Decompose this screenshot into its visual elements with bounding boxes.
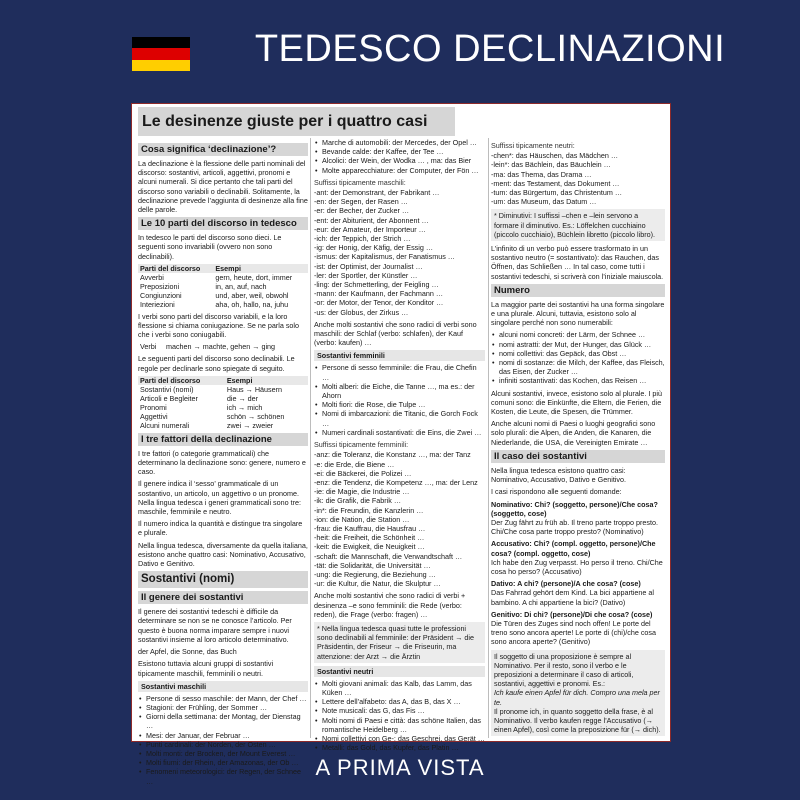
suffix-item: -ment: das Testament, das Dokument … xyxy=(491,178,620,188)
suffix-item: -ei: die Bäckerei, die Polizei … xyxy=(314,468,412,478)
list-item: • infiniti sostantivati: das Kochen, das Reisen … xyxy=(491,376,665,385)
suffix-item: -ur: die Kultur, die Natur, die Skulptur … xyxy=(314,579,441,589)
table-header: Parti del discorso xyxy=(138,264,213,273)
table-cell: Pronomi xyxy=(140,402,167,412)
neuter-suffix-list xyxy=(491,151,665,206)
list-item: • Molti nomi di Paesi e città: das schöne Italien, das romantische Heidelberg … xyxy=(314,716,485,734)
list-item: • Alcolici: der Wein, der Wodka … , ma: das Bier xyxy=(314,156,485,165)
list-item: • Numeri cardinali sostantivati: die Eins, die Zwei … xyxy=(314,428,485,437)
verbs-example-table xyxy=(138,342,308,351)
paragraph: Le seguenti parti del discorso sono declinabili. Le regole per declinarle sono spiegate di seguito. xyxy=(138,354,295,373)
subsection-title: Sostantivi femminili xyxy=(314,350,485,361)
case-example: Ich habe den Zug verpasst. Ho perso il treno. Chi/Che cosa ho perso? (Accusativo) xyxy=(491,557,663,576)
list-item: • Bevande calde: der Kaffee, der Tee … xyxy=(314,147,485,156)
list-item: • Persone di sesso femminile: die Frau, die Chefin … xyxy=(314,363,485,381)
suffix-item: -or: der Motor, der Tenor, der Konditor … xyxy=(314,298,444,308)
list-item: • Fenomeni meteorologici: der Regen, der Schnee … xyxy=(138,767,308,785)
suffix-item: -e: die Erde, die Biene … xyxy=(314,459,395,469)
list-item: • Metalli: das Gold, das Kupfer, das Platin … xyxy=(314,743,485,752)
list-item: • Mesi: der Januar, der Februar … xyxy=(138,731,308,740)
section-title: Sostantivi (nomi) xyxy=(138,571,308,588)
list-item: • Nomi di imbarcazioni: die Titanic, die Gorch Fock … xyxy=(314,409,485,427)
table-row xyxy=(138,421,308,430)
list-item: • Molti fiumi: der Rhein, der Amazonas, der Ob … xyxy=(138,758,308,767)
note-box: * Nella lingua tedesca quasi tutte le professioni sono declinabili al femminile: der Präsident → die Präsidentin, der Friseur → die Friseurin, ma attenzione: der Arzt → die Ärztin xyxy=(314,622,485,663)
paragraph: Esistono tuttavia alcuni gruppi di sostantivi tipicamente maschili, femminili o neutri. xyxy=(138,659,274,678)
table-cell: die → der xyxy=(226,393,259,403)
table-cell: in, an, auf, nach xyxy=(215,281,267,291)
masculine-suffix-list xyxy=(314,188,485,317)
suffix-item: -ler: der Sportler, der Künstler … xyxy=(314,270,418,280)
paragraph: Alcuni sostantivi, invece, esistono solo al plurale. I più comuni sono: die Einkünfte, die Eltern, die Ferien, die Kosten, die Leute, die Spesen, die Trümmer. xyxy=(491,388,662,417)
table-row xyxy=(138,412,308,421)
section-title: Il genere dei sostantivi xyxy=(138,591,308,604)
invariable-parts-table xyxy=(138,264,308,309)
section-title: Le 10 parti del discorso in tedesco xyxy=(138,217,308,230)
table-row xyxy=(138,282,308,291)
list-item: • Molte apparecchiature: der Computer, der Fön … xyxy=(314,166,485,175)
suffix-item: -ie: die Magie, die Industrie … xyxy=(314,487,410,497)
paragraph: I casi rispondono alle seguenti domande: xyxy=(491,487,622,497)
list-item: • nomi astratti: der Mut, der Hunger, das Glück … xyxy=(491,340,665,349)
suffix-item: -frau: die Kauffrau, die Hausfrau … xyxy=(314,523,426,533)
suffix-item: -ent: der Abiturient, der Abonnent … xyxy=(314,215,429,225)
note-text: Il pronome ich, in quanto soggetto della frase, è al Nominativo. Il verbo kaufen regge l’Accusativo (→ einen Apfel), così come la preposizione für (→ dich). xyxy=(494,706,661,735)
case-question: Nominativo: Chi? (soggetto, persone)/Che cosa? (soggetto, cose) xyxy=(491,499,658,518)
suffix-item: -er: der Becher, der Zucker … xyxy=(314,206,410,216)
list-item: • Molti alberi: die Eiche, die Tanne …, ma es.: der Ahorn xyxy=(314,382,485,400)
suffix-item: -tät: die Solidarität, die Universität … xyxy=(314,560,431,570)
table-cell: Preposizioni xyxy=(140,281,180,291)
list-item: • Molti fiori: die Rose, die Tulpe … xyxy=(314,400,485,409)
paragraph: Anche molti sostantivi che sono radici di verbi + desinenza –e sono femminili: die Rede (verbo: reden), die Frage (verbo: fragen) … xyxy=(314,591,466,619)
case-question: Dativo: A chi? (persone)/A che cosa? (cose) xyxy=(491,579,641,589)
note-box xyxy=(491,650,665,737)
column-3 xyxy=(491,138,665,740)
table-row xyxy=(138,291,308,300)
masculine-list-continued xyxy=(314,138,485,175)
suffix-item: -ismus: der Kapitalismus, der Fanatismus … xyxy=(314,252,455,262)
table-header: Parti del discorso xyxy=(138,376,225,385)
paragraph: Nella lingua tedesca, diversamente da quella italiana, esistono anche quattro casi: Nominativo, Accusativo, Dativo e Genitivo. xyxy=(138,540,308,569)
column-divider xyxy=(488,138,489,738)
suffix-item: -mann: der Kaufmann, der Fachmann … xyxy=(314,289,444,299)
section-title: I tre fattori della declinazione xyxy=(138,433,308,446)
table-cell: Verbi xyxy=(140,342,157,352)
list-item: • Punti cardinali: der Norden, der Osten … xyxy=(138,740,308,749)
brand-footer: A PRIMA VISTA xyxy=(315,755,485,780)
table-row xyxy=(138,394,308,403)
paragraph: Nella lingua tedesca esistono quattro casi: Nominativo, Accusativo, Dativo e Genitivo. xyxy=(491,465,627,485)
suffix-item: -en: der Segen, der Rasen … xyxy=(314,197,408,207)
list-item: • Note musicali: das G, das Fis … xyxy=(314,706,485,715)
table-cell: und, aber, weil, obwohl xyxy=(215,290,289,300)
table-row xyxy=(138,403,308,412)
table-cell: Haus → Häusern xyxy=(226,384,283,394)
note-text: Il soggetto di una proposizione è sempre al Nominativo. Per il resto, sono il verbo e le preposizioni a determinare il caso di articoli, sostantivi, aggettivi e pronomi. Es.: xyxy=(494,651,634,689)
note-example: Ich kaufe einen Apfel für dich. Compro una mela per te. xyxy=(494,688,660,707)
suffix-item: -ig: der Honig, der Käfig, der Essig … xyxy=(314,243,434,253)
case-example: Das Fahrrad gehört dem Kind. La bici appartiene al bambino. A chi appartiene la bici? (Dativo) xyxy=(491,588,655,607)
paragraph: Anche molti sostantivi che sono radici di verbi sono maschili: der Schlaf (verbo: schlafen), der Kauf (verbo: kaufen) … xyxy=(314,319,477,348)
suffix-item: -anz: die Toleranz, die Konstanz …, ma: der Tanz xyxy=(314,450,471,460)
suffix-item: -us: der Globus, der Zirkus … xyxy=(314,307,409,317)
paragraph: La maggior parte dei sostantivi ha una forma singolare e una plurale. Alcuni, tuttavia, esistono solo al singolare perché non sono numerabili: xyxy=(491,299,665,328)
note-box: * Diminutivi: I suffissi –chen e –lein servono a formare il diminutivo. Es.: Löffelchen cucchiaino (piccolo cucchiaio), Büchlein libretto (piccolo libro). xyxy=(491,209,665,241)
list-item: • Marche di automobili: der Mercedes, der Opel … xyxy=(314,138,485,147)
subsection-title: Sostantivi neutri xyxy=(314,666,485,677)
paragraph: I tre fattori (o categorie grammaticali) che determinano la declinazione sono: genere, numero e caso. xyxy=(138,448,306,477)
subsection-title: Sostantivi maschili xyxy=(138,681,308,692)
column-2 xyxy=(314,138,485,753)
table-row xyxy=(138,385,308,394)
case-question: Accusativo: Chi? (compl. oggetto, persone)/Che cosa? (compl. oggetto, cose) xyxy=(491,539,656,558)
table-header: Esempi xyxy=(225,376,308,385)
column-1 xyxy=(138,140,308,786)
section-title: Il caso dei sostantivi xyxy=(491,450,665,463)
suffix-item: -ich: der Teppich, der Strich … xyxy=(314,234,411,244)
main-heading: Le desinenze giuste per i quattro casi xyxy=(138,107,455,136)
table-cell: Aggettivi xyxy=(140,411,168,421)
section-title: Cosa significa ‘declinazione’? xyxy=(138,143,308,156)
neuter-list xyxy=(314,679,485,753)
paragraph: Anche alcuni nomi di Paesi o luoghi geografici sono solo plurali: die Alpen, die Anden, die Kanaren, die Niederlande, die USA, die Vereinigten Emirate … xyxy=(491,419,656,447)
page-title: TEDESCO DECLINAZIONI xyxy=(254,28,726,70)
case-example: Der Zug fährt zu früh ab. Il treno parte troppo presto. Chi/Che cosa parte troppo presto? (Nominativo) xyxy=(491,517,658,537)
suffix-title: Suffissi tipicamente maschili: xyxy=(314,177,406,187)
table-cell: zwei → zweier xyxy=(226,420,274,430)
column-divider xyxy=(310,138,311,738)
list-item: • Stagioni: der Frühling, der Sommer … xyxy=(138,703,308,712)
paragraph: Il genere dei sostantivi tedeschi è difficile da determinare se non se ne conosce l’articolo. Per questo è buona norma imparare sempre i nuovi sostantivi insieme al loro articolo determinativo. xyxy=(138,607,292,644)
suffix-item: -heit: die Freiheit, die Schönheit … xyxy=(314,533,425,543)
suffix-item: -enz: die Tendenz, die Kompetenz …, ma: der Lenz xyxy=(314,477,478,487)
suffix-item: -ik: die Grafik, die Fabrik … xyxy=(314,496,402,506)
suffix-item: -keit: die Ewigkeit, die Neuigkeit … xyxy=(314,542,425,552)
list-item: • nomi di sostanze: die Milch, der Kaffee, das Fleisch, das Eisen, der Zucker … xyxy=(491,358,665,376)
feminine-list xyxy=(314,363,485,437)
table-cell: gern, heute, dort, immer xyxy=(215,272,293,282)
table-cell: aha, oh, hallo, na, juhu xyxy=(215,299,289,309)
paragraph: La declinazione è la flessione delle parti nominali del discorso: sostantivi, articoli, aggettivi, pronomi e alcuni numerali. Si dice pertanto che tali parti del discorso sono variabili o declinabili. Solitamente, la declinazione prevede l’aggiunta di desinenze alla fine delle parole. xyxy=(138,159,308,215)
suffix-item: -schaft: die Mannschaft, die Verwandtschaft … xyxy=(314,551,463,561)
suffix-item: -ant: der Demonstrant, der Fabrikant … xyxy=(314,188,440,198)
list-item: • Molti monti: der Brocken, der Mount Everest … xyxy=(138,749,308,758)
german-flag-icon xyxy=(132,37,190,71)
list-item: • alcuni nomi concreti: der Lärm, der Schnee … xyxy=(491,330,665,339)
paragraph: In tedesco le parti del discorso sono dieci. Le seguenti sono invariabili (ovvero non sono declinabili). xyxy=(138,233,282,261)
suffix-item: -lein*: das Bächlein, das Bäuchlein … xyxy=(491,160,611,170)
table-row xyxy=(138,273,308,282)
declinable-parts-table xyxy=(138,376,308,430)
paragraph: der Apfel, die Sonne, das Buch xyxy=(138,647,237,657)
case-question: Genitivo: Di chi? (persone)/Di che cosa? (cose) xyxy=(491,609,653,619)
suffix-item: -eur: der Amateur, der Importeur … xyxy=(314,224,426,234)
table-cell: Sostantivi (nomi) xyxy=(140,384,194,394)
table-cell: schön → schönen xyxy=(226,411,285,421)
suffix-item: -um: das Museum, das Datum … xyxy=(491,197,597,207)
suffix-item: -tum: das Bürgertum, das Christentum … xyxy=(491,188,623,198)
list-item: • Giorni della settimana: der Montag, der Dienstag … xyxy=(138,712,308,730)
paragraph: Il numero indica la quantità e distingue tra singolare e plurale. xyxy=(138,519,303,538)
feminine-suffix-list xyxy=(314,450,485,588)
list-item: • Persone di sesso maschile: der Mann, der Chef … xyxy=(138,694,308,703)
table-cell: Congiunzioni xyxy=(140,290,182,300)
suffix-item: -ist: der Optimist, der Journalist … xyxy=(314,261,423,271)
list-item: • Lettere dell’alfabeto: das A, das B, das X … xyxy=(314,697,485,706)
paragraph: Il genere indica il ‘sesso’ grammaticale di un sostantivo, un articolo, un aggettivo o un pronome. Nella lingua tedesca i generi grammaticali sono tre: maschile, femminile e neutro. xyxy=(138,479,301,517)
suffix-title: Suffissi tipicamente neutri: xyxy=(491,141,575,150)
table-cell: ich → mich xyxy=(226,402,263,412)
suffix-item: -ung: die Regierung, die Beziehung … xyxy=(314,569,436,579)
table-cell: machen → machte, gehen → ging xyxy=(165,342,276,352)
table-header: Esempi xyxy=(213,264,308,273)
suffix-item: -ling: der Schmetterling, der Feigling … xyxy=(314,280,439,290)
list-item: • Molti giovani animali: das Kalb, das Lamm, das Küken … xyxy=(314,679,485,697)
table-cell: Interiezioni xyxy=(140,299,175,309)
table-cell: Articoli e Begleiter xyxy=(140,393,198,403)
table-row xyxy=(138,300,308,309)
suffix-item: -ma: das Thema, das Drama … xyxy=(491,169,592,179)
suffix-title: Suffissi tipicamente femminili: xyxy=(314,440,409,450)
suffix-item: -in*: die Freundin, die Kanzlerin … xyxy=(314,505,424,515)
paragraph: L’infinito di un verbo può essere trasformato in un sostantivo neutro (= sostantivato): das Rauchen, das Öffnen, das Schließen … In tal caso, come tutti i sostantivi tedeschi, si scriverà con l’iniziale maiuscola. xyxy=(491,244,664,281)
suffix-item: -chen*: das Häuschen, das Mädchen … xyxy=(491,151,619,161)
list-item: • Nomi collettivi con Ge-: das Geschrei, das Gerät … xyxy=(314,734,485,743)
case-example: Die Türen des Zuges sind noch offen! Le porte del treno sono ancora aperte! Le porte di (chi)/che cosa sono ancora aperte? (Genitivo) xyxy=(491,618,657,647)
suffix-item: -ion: die Nation, die Station … xyxy=(314,514,410,524)
list-item: • nomi collettivi: das Gepäck, das Obst … xyxy=(491,349,665,358)
table-cell: Alcuni numerali xyxy=(140,420,190,430)
section-title: Numero xyxy=(491,284,665,297)
paragraph: I verbi sono parti del discorso variabili, e la loro flessione si chiama coniugazione. Se ne parla solo che i verbi sono coniugabili. xyxy=(138,311,300,340)
table-cell: Avverbi xyxy=(140,272,164,282)
singular-only-list xyxy=(491,330,665,385)
